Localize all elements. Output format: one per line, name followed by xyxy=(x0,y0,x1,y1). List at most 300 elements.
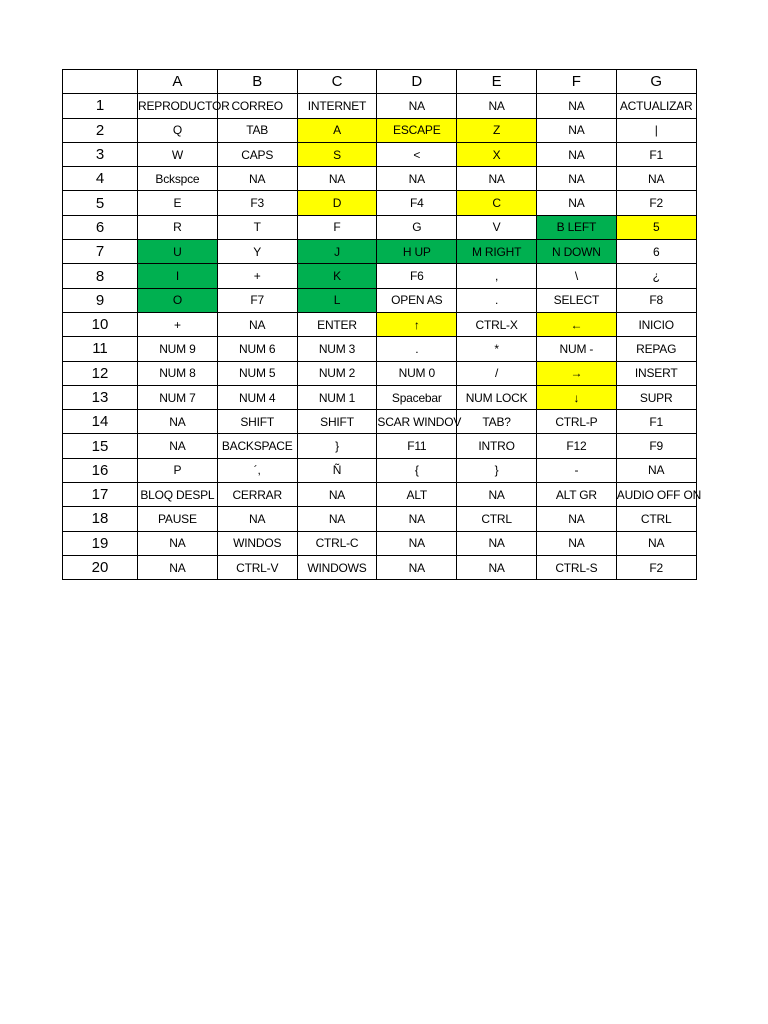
table-row xyxy=(63,337,697,361)
cell-text: CTRL-C xyxy=(315,536,359,551)
cell-f xyxy=(536,215,616,239)
cell-d xyxy=(377,434,457,458)
cell-text: INTRO xyxy=(478,439,515,454)
cell-c xyxy=(297,215,377,239)
cell-text: . xyxy=(415,341,419,356)
cell-text: SCAR WINDOV xyxy=(377,414,462,429)
cell-text: SELECT xyxy=(553,293,600,308)
cell-text: NA xyxy=(488,171,505,186)
cell-text: ´, xyxy=(253,463,261,478)
cell-text: NA xyxy=(568,123,585,138)
cell-text: NA xyxy=(488,560,505,575)
cell-a xyxy=(138,215,218,239)
cell-e xyxy=(457,264,537,288)
cell-text: , xyxy=(495,269,499,284)
cell-text: NUM 8 xyxy=(159,366,196,381)
cell-b xyxy=(217,458,297,482)
row-header: 20 xyxy=(63,555,138,579)
cell-g xyxy=(616,191,696,215)
cell-e xyxy=(457,337,537,361)
row-header: 11 xyxy=(63,337,138,361)
cell-c xyxy=(297,385,377,409)
cell-a xyxy=(138,483,218,507)
cell-g xyxy=(616,410,696,434)
cell-a xyxy=(138,507,218,531)
cell-f xyxy=(536,483,616,507)
cell-c xyxy=(297,312,377,336)
cell-text: . xyxy=(495,293,499,308)
cell-g xyxy=(616,555,696,579)
cell-text: NA xyxy=(408,511,425,526)
cell-d xyxy=(377,458,457,482)
cell-text: NUM 2 xyxy=(318,366,356,381)
cell-b xyxy=(217,191,297,215)
cell-b xyxy=(217,434,297,458)
cell-a xyxy=(138,240,218,264)
cell-text: J xyxy=(334,244,340,259)
column-header-row xyxy=(63,70,697,94)
row-header: 4 xyxy=(63,167,138,191)
table-row xyxy=(63,94,697,118)
cell-text: NA xyxy=(648,171,665,186)
cell-c xyxy=(297,361,377,385)
cell-f xyxy=(536,264,616,288)
cell-text: CTRL xyxy=(640,511,672,526)
cell-text: O xyxy=(172,293,182,308)
cell-text: NA xyxy=(169,536,186,551)
column-header-e: E xyxy=(457,70,537,94)
cell-text: CTRL-S xyxy=(555,560,598,575)
cell-text: 6 xyxy=(652,244,660,259)
cell-e xyxy=(457,288,537,312)
cell-b xyxy=(217,361,297,385)
cell-d xyxy=(377,191,457,215)
cell-c xyxy=(297,458,377,482)
cell-text: ↑ xyxy=(413,317,420,332)
cell-text: BLOQ DESPL xyxy=(140,487,215,502)
cell-b xyxy=(217,507,297,531)
cell-c xyxy=(297,240,377,264)
cell-c xyxy=(297,288,377,312)
cell-d xyxy=(377,410,462,434)
row-header: 10 xyxy=(63,312,138,336)
cell-e xyxy=(457,507,537,531)
cell-text: E xyxy=(173,196,182,211)
cell-text: T xyxy=(253,220,261,235)
cell-f xyxy=(536,312,616,336)
table-row xyxy=(63,118,697,142)
cell-d xyxy=(377,240,457,264)
cell-text: CTRL-X xyxy=(475,317,518,332)
cell-g xyxy=(616,94,696,118)
cell-d xyxy=(377,264,457,288)
cell-c xyxy=(297,167,377,191)
cell-text: NA xyxy=(408,98,425,113)
cell-f xyxy=(536,142,616,166)
cell-text: { xyxy=(414,463,419,478)
row-header: 5 xyxy=(63,191,138,215)
cell-d xyxy=(377,142,457,166)
table-body xyxy=(63,94,702,580)
cell-text: OPEN AS xyxy=(391,293,443,308)
cell-text: F9 xyxy=(649,439,663,454)
row-header: 16 xyxy=(63,458,138,482)
cell-e xyxy=(457,240,537,264)
cell-e xyxy=(457,531,537,555)
cell-d xyxy=(377,288,457,312)
cell-c xyxy=(297,555,377,579)
cell-d xyxy=(377,531,457,555)
cell-text: C xyxy=(492,196,501,211)
table-row xyxy=(63,483,697,507)
cell-text: Q xyxy=(172,123,182,138)
cell-d xyxy=(377,555,457,579)
cell-text: NA xyxy=(648,536,665,551)
row-header: 1 xyxy=(63,94,138,118)
cell-text: NUM LOCK xyxy=(465,390,528,405)
cell-g xyxy=(616,288,696,312)
column-header-b: B xyxy=(217,70,297,94)
cell-text: NA xyxy=(169,439,186,454)
cell-text: CTRL-P xyxy=(555,414,598,429)
cell-text: NUM 5 xyxy=(239,366,276,381)
cell-text: WINDOS xyxy=(233,536,282,551)
cell-b xyxy=(217,118,297,142)
table-row xyxy=(63,288,697,312)
cell-text: NA xyxy=(249,171,266,186)
cell-g xyxy=(616,531,696,555)
cell-text: G xyxy=(412,220,422,235)
cell-text: INICIO xyxy=(638,317,674,332)
cell-text: SHIFT xyxy=(240,414,275,429)
cell-text: V xyxy=(492,220,501,235)
cell-text: CORREO xyxy=(231,98,283,113)
table-row xyxy=(63,312,697,336)
key-mapping-table xyxy=(62,69,702,580)
cell-text: F4 xyxy=(409,196,424,211)
cell-text: B LEFT xyxy=(556,220,597,235)
cell-e xyxy=(457,167,537,191)
cell-b xyxy=(217,142,297,166)
cell-text: SUPR xyxy=(639,390,673,405)
table-row xyxy=(63,434,697,458)
cell-text: TAB? xyxy=(482,414,511,429)
cell-text: N DOWN xyxy=(551,244,601,259)
cell-text: ↓ xyxy=(573,390,580,405)
cell-f xyxy=(536,458,616,482)
cell-f xyxy=(536,288,616,312)
cell-c xyxy=(297,94,377,118)
cell-b xyxy=(217,337,297,361)
cell-b xyxy=(217,531,297,555)
cell-text: } xyxy=(335,439,339,454)
cell-a xyxy=(138,94,230,118)
cell-g xyxy=(616,312,696,336)
cell-e xyxy=(457,142,537,166)
cell-text: F2 xyxy=(649,196,663,211)
cell-e xyxy=(457,191,537,215)
row-header: 18 xyxy=(63,507,138,531)
cell-d xyxy=(377,167,457,191)
cell-f xyxy=(536,434,616,458)
cell-a xyxy=(138,118,218,142)
cell-e xyxy=(457,410,537,434)
cell-g xyxy=(616,167,696,191)
cell-text: NA xyxy=(169,414,186,429)
cell-b xyxy=(217,555,297,579)
cell-text: \ xyxy=(574,269,578,284)
cell-a xyxy=(138,312,218,336)
cell-b xyxy=(217,483,297,507)
cell-text: I xyxy=(175,269,179,284)
row-header: 2 xyxy=(63,118,138,142)
cell-text: PAUSE xyxy=(158,511,197,526)
column-header-f: F xyxy=(536,70,616,94)
table-row xyxy=(63,507,697,531)
cell-text: Spacebar xyxy=(391,390,442,405)
cell-text: F7 xyxy=(250,293,264,308)
cell-e xyxy=(457,94,537,118)
cell-text: BACKSPACE xyxy=(221,439,293,454)
cell-g xyxy=(616,507,696,531)
cell-c xyxy=(297,531,377,555)
cell-text: NA xyxy=(568,536,585,551)
cell-text: NUM 3 xyxy=(318,341,356,356)
cell-e xyxy=(457,385,537,409)
cell-d xyxy=(377,94,457,118)
cell-text: REPRODUCTOR xyxy=(138,98,230,113)
cell-g xyxy=(616,118,696,142)
cell-f xyxy=(536,337,616,361)
table-row xyxy=(63,410,697,434)
cell-text: Bckspce xyxy=(155,171,200,186)
cell-text: NA xyxy=(408,171,425,186)
cell-text: F2 xyxy=(649,560,663,575)
cell-d xyxy=(377,337,457,361)
cell-a xyxy=(138,191,218,215)
cell-text: + xyxy=(253,269,261,284)
cell-text: Y xyxy=(253,244,262,259)
cell-text: NA xyxy=(488,536,505,551)
cell-text: ESCAPE xyxy=(393,123,441,138)
cell-text: A xyxy=(333,123,341,138)
cell-text: TAB xyxy=(246,123,269,138)
cell-d xyxy=(377,385,457,409)
row-header: 17 xyxy=(63,483,138,507)
cell-text: * xyxy=(494,341,499,356)
cell-text: NA xyxy=(169,560,186,575)
cell-g xyxy=(616,483,702,507)
cell-g xyxy=(616,361,696,385)
cell-text: NUM - xyxy=(559,341,594,356)
cell-text: NA xyxy=(568,196,585,211)
cell-a xyxy=(138,434,218,458)
cell-text: - xyxy=(574,463,579,478)
cell-a xyxy=(138,385,218,409)
cell-g xyxy=(616,337,696,361)
row-header: 13 xyxy=(63,385,138,409)
table-row xyxy=(63,458,697,482)
row-header: 7 xyxy=(63,240,138,264)
cell-g xyxy=(616,240,696,264)
cell-text: NA xyxy=(328,511,346,526)
cell-text: ENTER xyxy=(317,317,357,332)
cell-text: ALT GR xyxy=(555,487,597,502)
table-row xyxy=(63,167,697,191)
cell-f xyxy=(536,555,616,579)
table-row xyxy=(63,142,697,166)
cell-c xyxy=(297,410,377,434)
cell-d xyxy=(377,361,457,385)
cell-text: F8 xyxy=(649,293,663,308)
cell-text: NA xyxy=(408,560,425,575)
cell-a xyxy=(138,458,218,482)
column-header-d: D xyxy=(377,70,457,94)
cell-text: → xyxy=(570,366,583,381)
cell-d xyxy=(377,483,457,507)
cell-b xyxy=(217,410,297,434)
cell-text: WINDOWS xyxy=(307,560,367,575)
cell-f xyxy=(536,191,616,215)
cell-text: NUM 4 xyxy=(239,390,276,405)
cell-text: NA xyxy=(568,171,585,186)
cell-text: F3 xyxy=(250,196,264,211)
cell-text: INSERT xyxy=(634,366,678,381)
cell-c xyxy=(297,337,377,361)
cell-a xyxy=(138,410,218,434)
cell-text: R xyxy=(173,220,182,235)
cell-a xyxy=(138,288,218,312)
cell-text: NA xyxy=(488,98,505,113)
column-header-g: G xyxy=(616,70,696,94)
cell-text: CTRL xyxy=(481,511,512,526)
cell-text: D xyxy=(332,196,342,211)
cell-b xyxy=(217,215,297,239)
cell-f xyxy=(536,385,616,409)
cell-text: AUDIO OFF ON xyxy=(616,487,702,502)
table-row xyxy=(63,385,697,409)
cell-e xyxy=(457,312,537,336)
cell-text: NUM 1 xyxy=(318,390,356,405)
cell-text: F1 xyxy=(649,147,663,162)
cell-text: REPAG xyxy=(636,341,677,356)
cell-text: F xyxy=(333,220,341,235)
cell-text: | xyxy=(654,123,658,138)
cell-a xyxy=(138,531,218,555)
cell-f xyxy=(536,507,616,531)
cell-f xyxy=(536,410,616,434)
cell-text: NA xyxy=(648,463,665,478)
table-row xyxy=(63,264,697,288)
cell-a xyxy=(138,167,218,191)
cell-g xyxy=(616,458,696,482)
cell-text: Z xyxy=(493,123,501,138)
cell-c xyxy=(297,434,377,458)
cell-text: CERRAR xyxy=(232,487,282,502)
row-header: 14 xyxy=(63,410,138,434)
cell-f xyxy=(536,167,616,191)
cell-c xyxy=(297,191,377,215)
cell-a xyxy=(138,555,218,579)
cell-b xyxy=(217,167,297,191)
table-row xyxy=(63,240,697,264)
corner-cell xyxy=(63,70,138,94)
cell-text: CAPS xyxy=(241,147,274,162)
cell-e xyxy=(457,555,537,579)
cell-text: NA xyxy=(488,487,505,502)
cell-text: H UP xyxy=(402,244,431,259)
cell-d xyxy=(377,507,457,531)
cell-text: < xyxy=(413,147,421,162)
cell-text: ← xyxy=(570,317,583,332)
cell-g xyxy=(616,264,696,288)
cell-text: S xyxy=(333,147,341,162)
cell-a xyxy=(138,264,218,288)
cell-text: NA xyxy=(328,171,346,186)
cell-b xyxy=(217,288,297,312)
table-row xyxy=(63,215,697,239)
cell-text: ¿ xyxy=(652,269,660,284)
cell-text: K xyxy=(333,269,341,284)
cell-e xyxy=(457,215,537,239)
cell-c xyxy=(297,507,377,531)
cell-d xyxy=(377,118,457,142)
cell-text: NA xyxy=(568,98,585,113)
cell-text: ACTUALIZAR xyxy=(619,98,693,113)
row-header: 3 xyxy=(63,142,138,166)
cell-text: X xyxy=(492,147,501,162)
cell-b xyxy=(217,385,297,409)
cell-text: NUM 0 xyxy=(398,366,435,381)
row-header: 8 xyxy=(63,264,138,288)
row-header: 15 xyxy=(63,434,138,458)
row-header: 19 xyxy=(63,531,138,555)
cell-text: U xyxy=(173,244,182,259)
cell-text: INTERNET xyxy=(307,98,367,113)
cell-f xyxy=(536,361,616,385)
cell-text: CTRL-V xyxy=(236,560,279,575)
cell-a xyxy=(138,142,218,166)
cell-e xyxy=(457,483,537,507)
cell-text: F1 xyxy=(649,414,663,429)
cell-d xyxy=(377,215,457,239)
column-header-c: C xyxy=(297,70,377,94)
cell-text: } xyxy=(494,463,499,478)
cell-e xyxy=(457,361,537,385)
cell-text: / xyxy=(495,366,499,381)
row-header: 12 xyxy=(63,361,138,385)
cell-text: Ñ xyxy=(332,463,342,478)
cell-a xyxy=(138,361,218,385)
cell-text: NUM 7 xyxy=(159,390,196,405)
cell-b xyxy=(217,264,297,288)
cell-text: W xyxy=(171,147,183,162)
cell-text: F12 xyxy=(566,439,587,454)
cell-text: NUM 6 xyxy=(239,341,276,356)
cell-text: SHIFT xyxy=(320,414,354,429)
column-header-a: A xyxy=(138,70,218,94)
cell-text: 5 xyxy=(652,220,660,235)
cell-d xyxy=(377,312,457,336)
cell-text: NUM 9 xyxy=(159,341,196,356)
cell-f xyxy=(536,118,616,142)
cell-g xyxy=(616,215,696,239)
cell-e xyxy=(457,458,537,482)
cell-text: NA xyxy=(249,317,266,332)
cell-text: L xyxy=(333,293,341,308)
cell-a xyxy=(138,337,218,361)
table-row xyxy=(63,531,697,555)
